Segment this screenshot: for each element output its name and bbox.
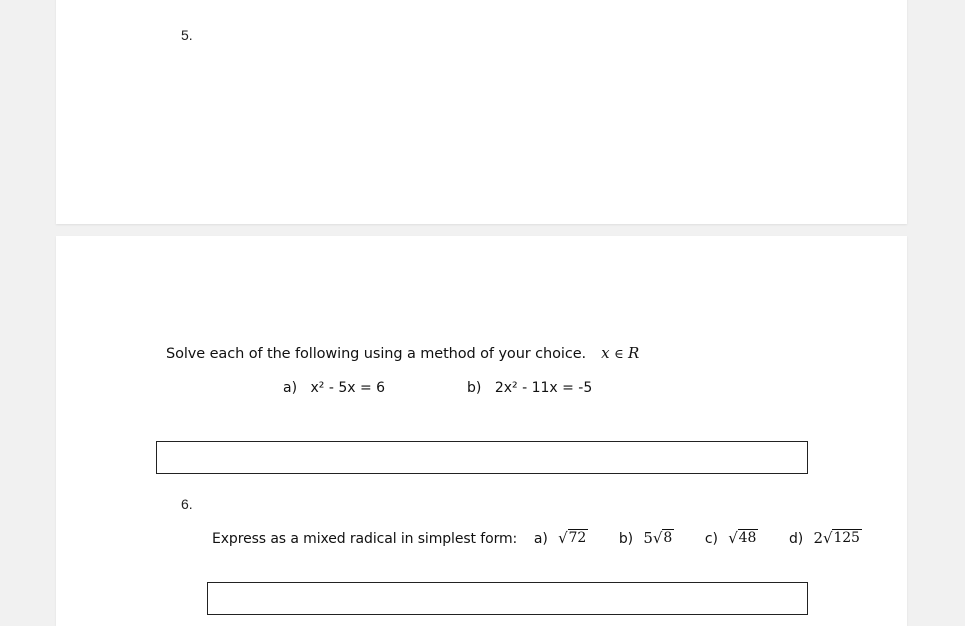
sqrt-icon: √ bbox=[822, 529, 833, 547]
radical-b-radicand: 8 bbox=[663, 530, 673, 546]
radical-d-coefficient: 2 bbox=[813, 529, 823, 547]
radical-d-radicand: 125 bbox=[833, 530, 860, 546]
radical-b-coefficient: 5 bbox=[643, 529, 653, 547]
part-a-equation: x² - 5x = 6 bbox=[310, 380, 386, 396]
sqrt-icon: √ bbox=[728, 529, 738, 547]
part-b-equation: 2x² - 11x = -5 bbox=[494, 380, 593, 396]
equation-part-a bbox=[283, 380, 385, 396]
radical-b bbox=[653, 529, 674, 547]
domain-set: R bbox=[628, 344, 640, 362]
domain-variable: x bbox=[601, 344, 610, 362]
radical-c-label: c) bbox=[704, 531, 718, 547]
radical-d bbox=[823, 529, 862, 547]
solve-prompt-text: Solve each of the following using a method of your choice. bbox=[166, 346, 587, 362]
radical-d-label: d) bbox=[789, 531, 804, 547]
radical-a bbox=[558, 529, 588, 547]
radical-prompt-text: Express as a mixed radical in simplest form: bbox=[212, 531, 518, 547]
element-of-symbol: ∈ bbox=[613, 347, 624, 362]
radical-prompt-line bbox=[212, 529, 862, 547]
radical-a-label: a) bbox=[533, 531, 548, 547]
page-bottom bbox=[56, 236, 907, 626]
solve-prompt-line bbox=[166, 344, 639, 362]
sqrt-icon: √ bbox=[652, 529, 663, 547]
radical-c bbox=[728, 529, 758, 547]
part-b-label: b) bbox=[467, 380, 482, 396]
radical-b-label: b) bbox=[618, 531, 634, 547]
question-6-number: 6. bbox=[181, 496, 193, 512]
page-top bbox=[56, 0, 907, 224]
sqrt-icon: √ bbox=[558, 529, 568, 547]
equation-part-b bbox=[467, 380, 592, 396]
part-a-label: a) bbox=[283, 380, 298, 396]
radical-a-radicand: 72 bbox=[568, 530, 587, 546]
radical-c-radicand: 48 bbox=[738, 530, 757, 546]
answer-box-5[interactable] bbox=[156, 441, 808, 474]
answer-box-6[interactable] bbox=[207, 582, 808, 615]
question-5-number: 5. bbox=[181, 27, 193, 43]
